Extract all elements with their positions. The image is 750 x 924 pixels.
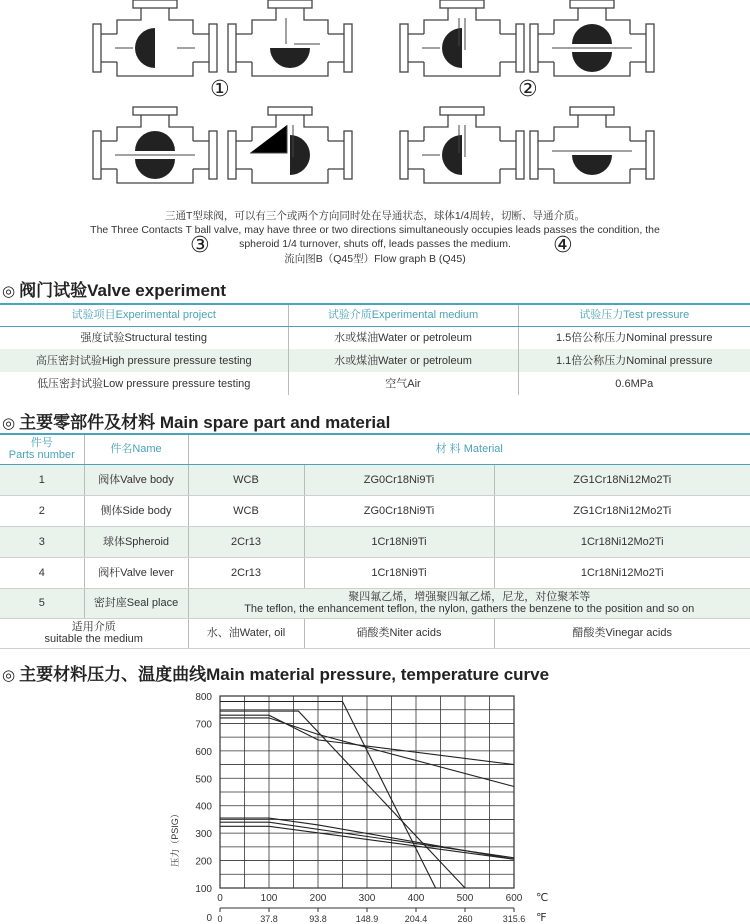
material-3: ZG1Cr18Ni12Mo2Ti xyxy=(494,464,750,495)
table-cell: 1.5倍公称压力Nominal pressure xyxy=(556,331,713,344)
section-mark-icon: ◎ xyxy=(2,667,16,684)
diagram-label-4: ④ xyxy=(553,232,573,257)
header-parts-number-cn: 件号 xyxy=(30,437,53,450)
material-3: 1Cr18Ni12Mo2Ti xyxy=(494,557,750,588)
x-tick-label-f: 37.8 xyxy=(260,914,278,924)
part-name: 阀体Valve body xyxy=(84,464,188,495)
material-1: 2Cr13 xyxy=(188,526,304,557)
table-cell: 水或煤油Water or petroleum xyxy=(288,326,518,349)
x-tick-label-f: 148.9 xyxy=(355,914,379,924)
y-tick-label: 500 xyxy=(195,774,212,786)
x-tick-label-c: 200 xyxy=(309,893,327,904)
header-medium: 试验介质Experimental medium xyxy=(288,304,518,326)
x-tick-label-c: 400 xyxy=(407,893,425,904)
x-unit-f: ℉ xyxy=(536,912,547,924)
material-3: 1Cr18Ni12Mo2Ti xyxy=(494,526,750,557)
header-parts-number-en: Parts number xyxy=(8,449,75,462)
x-tick-label-f: 260 xyxy=(457,914,473,924)
diagram-label-1: ① xyxy=(210,76,230,101)
diagram-caption-cn: 三通T型球阀，可以有三个或两个方向同时处在导通状态，球体1/4周转，切断、导通介质。 xyxy=(164,210,585,222)
table-cell: 低压密封试验Low pressure pressure testing xyxy=(0,372,288,395)
table-cell: 高压密封试验High pressure pressure testing xyxy=(0,349,288,372)
y-tick-label: 0 xyxy=(206,913,212,924)
table-cell: 1.1倍公称压力Nominal pressure xyxy=(556,354,713,367)
header-name: 件名Name xyxy=(84,434,188,464)
diagram-caption-en-1: The Three Contacts T ball valve, may have three or two directions simultaneously occupies leads passes the condition, the xyxy=(90,224,660,236)
material-2: 1Cr18Ni9Ti xyxy=(304,557,494,588)
part-name: 密封座Seal place xyxy=(84,588,188,618)
diagram-label-2: ② xyxy=(518,76,538,101)
x-tick-label-c: 0 xyxy=(217,893,223,904)
spare-parts-title-text: 主要零部件及材料 Main spare part and material xyxy=(19,413,391,432)
part-number: 3 xyxy=(0,526,84,557)
diagram-caption-flow: 流向图B（Q45型）Flow graph B (Q45) xyxy=(284,253,466,265)
x-tick-label-c: 500 xyxy=(456,893,474,904)
y-tick-label: 200 xyxy=(195,856,212,868)
medium-label-cn: 适用介质 xyxy=(71,621,116,633)
part-number: 4 xyxy=(0,557,84,588)
seal-material-cn: 聚四氟乙烯，增强聚四氟乙烯，尼龙，对位聚苯等 xyxy=(348,591,591,603)
x-tick-label-f: 0 xyxy=(217,914,223,924)
medium-1: 水、油Water, oil xyxy=(188,618,304,648)
part-name: 侧体Side body xyxy=(84,495,188,526)
section-mark-icon: ◎ xyxy=(2,415,16,432)
part-name: 球体Spheroid xyxy=(84,526,188,557)
x-tick-label-f: 204.4 xyxy=(404,914,428,924)
medium-label-en: suitable the medium xyxy=(44,633,143,645)
table-cell: 水或煤油Water or petroleum xyxy=(288,349,518,372)
x-tick-label-c: 300 xyxy=(358,893,376,904)
y-tick-label: 400 xyxy=(195,801,212,813)
y-tick-label: 100 xyxy=(195,884,212,895)
curve-title-text: 主要材料压力、温度曲线Main material pressure, temperature curve xyxy=(19,665,550,684)
diagram-label-3: ③ xyxy=(190,232,210,257)
material-2: ZG0Cr18Ni9Ti xyxy=(304,495,494,526)
part-number: 2 xyxy=(0,495,84,526)
diagram-caption-en-2: spheroid 1/4 turnover, shuts off, leads passes the medium. xyxy=(239,238,511,250)
x-tick-label-f: 93.8 xyxy=(309,914,327,924)
material-3: ZG1Cr18Ni12Mo2Ti xyxy=(494,495,750,526)
x-unit-c: ℃ xyxy=(536,892,549,904)
table-cell: 空气Air xyxy=(288,372,518,395)
part-number: 5 xyxy=(0,588,84,618)
material-2: ZG0Cr18Ni9Ti xyxy=(304,464,494,495)
medium-2: 硝酸类Niter acids xyxy=(304,618,494,648)
y-tick-label: 800 xyxy=(195,692,212,703)
material-2: 1Cr18Ni9Ti xyxy=(304,526,494,557)
y-tick-label: 600 xyxy=(195,746,212,758)
material-1: WCB xyxy=(188,464,304,495)
material-1: 2Cr13 xyxy=(188,557,304,588)
table-cell: 0.6MPa xyxy=(615,377,654,390)
y-tick-label: 300 xyxy=(195,829,212,841)
valve-experiment-title-text: 阀门试验Valve experiment xyxy=(19,281,227,300)
x-tick-label-f: 315.6 xyxy=(502,914,526,924)
material-1: WCB xyxy=(188,495,304,526)
chart-grid xyxy=(220,696,514,888)
x-tick-label-c: 100 xyxy=(260,893,278,904)
part-number: 1 xyxy=(0,464,84,495)
medium-3: 醋酸类Vinegar acids xyxy=(494,618,750,648)
y-axis-label: 压力（PSIG） xyxy=(170,809,180,867)
section-mark-icon: ◎ xyxy=(2,283,16,300)
y-tick-label: 700 xyxy=(195,719,212,731)
seal-material-en: The teflon, the enhancement teflon, the nylon, gathers the benzene to the position and so on xyxy=(244,603,695,615)
header-pressure: 试验压力Test pressure xyxy=(518,304,750,326)
header-project: 试验项目Experimental project xyxy=(0,304,288,326)
series-line-1 xyxy=(220,702,436,889)
x-tick-label-c: 600 xyxy=(505,893,523,904)
part-name: 阀杆Valve lever xyxy=(84,557,188,588)
header-material: 材 料 Material xyxy=(188,434,750,464)
table-cell: 强度试验Structural testing xyxy=(0,326,288,349)
